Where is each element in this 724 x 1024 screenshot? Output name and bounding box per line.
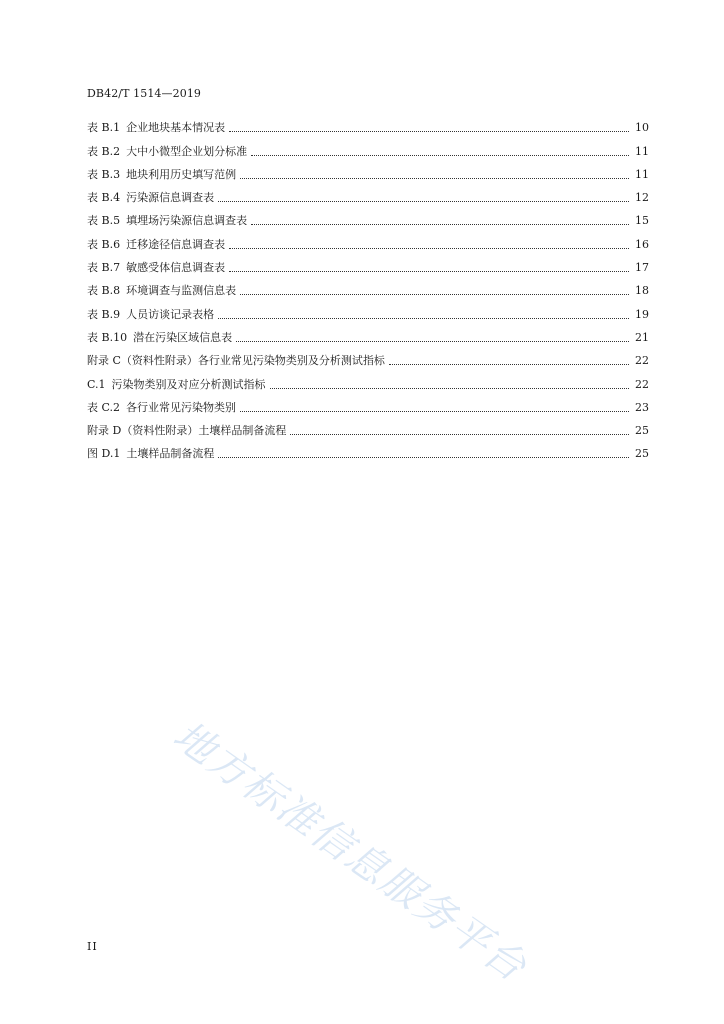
watermark: 地方标准信息服务平台 [164,712,536,992]
toc-entry-title: 潜在污染区域信息表 [133,330,233,344]
toc-entry[interactable] [87,228,649,251]
toc-entry[interactable] [87,438,649,461]
toc-leader-dots [251,223,629,225]
toc-leader-dots [240,293,629,295]
toc-leader-dots [229,270,629,272]
toc-entry-number: 表 C.2 [87,400,121,414]
toc-entry[interactable] [87,252,649,275]
toc-entry-number: 表 B.9 [87,307,121,321]
toc-entry[interactable] [87,275,649,298]
toc-entry-page: 10 [635,121,649,135]
toc-entry-number: 附录 D [87,424,122,438]
toc-entry-page: 21 [635,330,649,344]
toc-entry-page: 25 [635,424,649,438]
page-number: II [87,940,98,953]
toc-leader-dots [251,154,629,156]
toc-entry-page: 16 [635,237,649,251]
toc-entry-title: 敏感受体信息调查表 [126,261,226,275]
toc-entry[interactable] [87,415,649,438]
toc-entry-number: 表 B.2 [87,144,121,158]
toc-entry-title: 环境调查与监测信息表 [126,284,237,298]
toc-entry-page: 23 [635,400,649,414]
toc-entry[interactable] [87,135,649,158]
toc-entry-number: 表 B.7 [87,261,121,275]
toc-entry-page: 17 [635,261,649,275]
toc-entry[interactable] [87,159,649,182]
toc-leader-dots [290,433,629,435]
toc-entry-page: 12 [635,191,649,205]
toc-entry-page: 22 [635,377,649,391]
toc-entry-title: 填埋场污染源信息调查表 [126,214,248,228]
toc-entry[interactable] [87,298,649,321]
toc-leader-dots [236,340,629,342]
toc-entry-title: 各行业常见污染物类别 [126,400,237,414]
toc-entry-title: 土壤样品制备流程 [126,447,215,461]
toc-entry-title: （资料性附录）土壤样品制备流程 [121,424,287,438]
toc-entry-number: C.1 [87,377,106,391]
toc-entry-number: 图 D.1 [87,447,121,461]
toc-entry-number: 表 B.5 [87,214,121,228]
toc-entry-page: 18 [635,284,649,298]
toc-entry-number: 表 B.4 [87,191,121,205]
toc-entry[interactable] [87,368,649,391]
toc-entry[interactable] [87,112,649,135]
toc-entry-number: 附录 C [87,354,121,368]
toc-entry-number: 表 B.8 [87,284,121,298]
toc-entry-number: 表 B.6 [87,237,121,251]
toc-entry-title: 污染源信息调查表 [126,191,215,205]
toc-entry-page: 11 [635,144,649,158]
table-of-contents [87,112,649,461]
toc-entry[interactable] [87,322,649,345]
toc-entry-page: 22 [635,354,649,368]
toc-entry-number: 表 B.1 [87,121,121,135]
toc-entry-title: （资料性附录）各行业常见污染物类别及分析测试指标 [120,354,385,368]
toc-entry-title: 人员访谈记录表格 [126,307,215,321]
toc-leader-dots [218,200,629,202]
toc-entry-page: 15 [635,214,649,228]
toc-leader-dots [240,177,629,179]
toc-leader-dots [218,317,629,319]
document-code: DB42/T 1514—2019 [87,87,202,100]
toc-entry[interactable] [87,182,649,205]
toc-entry-page: 19 [635,307,649,321]
toc-entry-number: 表 B.3 [87,167,121,181]
toc-entry-title: 大中小微型企业划分标准 [126,144,248,158]
toc-leader-dots [270,387,629,389]
toc-entry-page: 11 [635,167,649,181]
toc-leader-dots [389,363,629,365]
toc-entry[interactable] [87,392,649,415]
toc-leader-dots [229,247,629,249]
toc-entry[interactable] [87,345,649,368]
toc-entry-title: 企业地块基本情况表 [126,121,226,135]
toc-entry-page: 25 [635,447,649,461]
toc-entry-title: 地块利用历史填写范例 [126,167,237,181]
toc-entry-number: 表 B.10 [87,330,128,344]
toc-leader-dots [229,130,629,132]
toc-leader-dots [240,410,629,412]
toc-entry-title: 污染物类别及对应分析测试指标 [111,377,266,391]
toc-entry-title: 迁移途径信息调查表 [126,237,226,251]
toc-leader-dots [218,456,629,458]
toc-entry[interactable] [87,205,649,228]
